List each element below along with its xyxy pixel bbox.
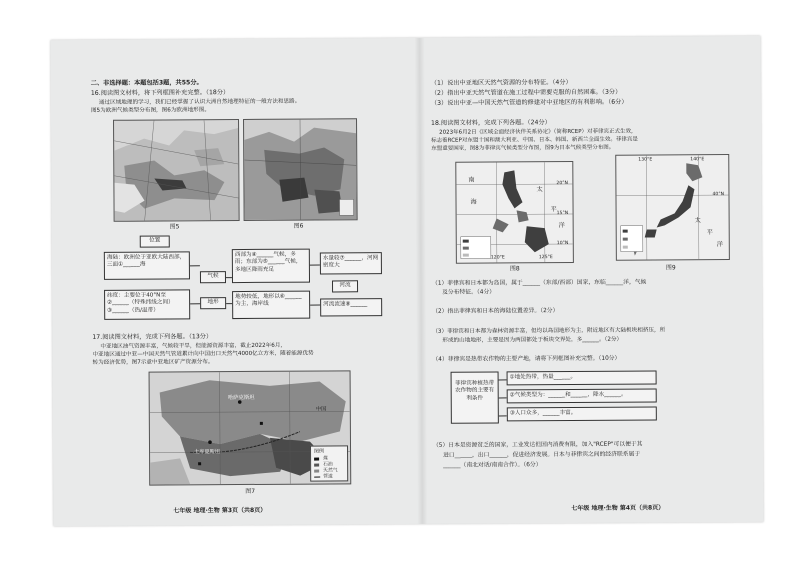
left-page (51, 38, 422, 526)
fig8-lat-label: 15°N (556, 211, 569, 217)
fig8-lon-label: 125°E (538, 255, 553, 261)
flow-connector (190, 265, 200, 266)
right-page (419, 36, 764, 524)
q18-sub-3b: 形成的山地地形，主要是因为两国都处于板块交界处，多______。（2分） (442, 336, 623, 344)
fig8-caption: 图8 (509, 265, 520, 273)
fig8-sea-label: 南 (468, 176, 475, 184)
legend-swatch (314, 477, 320, 478)
fig6-caption: 图6 (293, 222, 304, 230)
q17-intro-1: 中亚地区油气资源丰富，气候较干旱，但能源资源丰富，截止2022年6月， (100, 342, 287, 350)
fig7-legend (310, 445, 348, 481)
crop-condition-climate: ②气候类型为：______和______，降水______。 (507, 388, 657, 403)
flow-climate-box: 西部为④______气候，多雨；东部为⑤______气候，多地区降雨充足 (232, 249, 310, 283)
legend-item: 天然气 (323, 468, 338, 474)
diagram-connector (499, 397, 507, 398)
flow-river-label: 河流 (332, 280, 358, 292)
q16-intro-1: 通过区域地理的学习，我们已经掌握了认识大洲自然地理特征的一般方法和思路。 (98, 98, 301, 106)
fig9-ocean-label: 平 (706, 229, 713, 237)
flow-river-box: 河流流速⑧______ (320, 298, 382, 316)
exam-sheet (51, 36, 764, 526)
legend-swatch (314, 470, 319, 473)
q18-sub-3: （3）菲律宾和日本都为森林资源丰富，但均以岛国地形为主，附近地区有大陆板块相挤压，所 (432, 327, 666, 335)
fig9-ocean-label: 洋 (716, 241, 723, 249)
europe-terrain-map (243, 118, 358, 221)
legend-item: 石油 (323, 462, 333, 468)
section-heading: 二、非选择题：本题包括3题，共55分。 (90, 79, 203, 87)
q18-sub-5: （5）日本是资源贫乏的国家，工业发达但国内消费有限，加入"RCEP"可以便于其 (432, 441, 643, 449)
fig8-ocean-label: 太 (536, 186, 543, 194)
fig9-lon-label: 130°E (638, 157, 653, 163)
fig8-ocean-label: 洋 (558, 222, 565, 230)
fig8-ocean-label: 平 (550, 206, 557, 214)
diagram-connector (499, 415, 507, 416)
q17-title: 17.阅读图文材料，完成下列各题。（13分） (92, 333, 213, 341)
q16-intro-2: 图5为欧洲气候类型分布图，图6为欧洲地形图。 (90, 107, 210, 114)
flow-terrain-box: 地势较低，地形以⑥______为主，海岸线 (232, 291, 310, 319)
legend-item: 管道 (323, 474, 333, 480)
q17-intro-3: 转为经济优势，图7示意中亚地区矿产资源分布。 (92, 359, 214, 366)
legend-title: 图例 (314, 448, 325, 455)
q18-intro-3: 东盟重要国家，图8为菲律宾气候类型分布图，图9为日本气候类型分布图。 (431, 144, 615, 152)
flow-connector (310, 265, 320, 266)
legend-swatch (314, 464, 319, 467)
map-label-china: 中国 (315, 406, 327, 413)
q16-title: 16.阅读图文材料，将下列框图补充完整。（18分） (90, 89, 230, 97)
crop-condition-labor: ③人口众多，______丰富。 (507, 406, 657, 421)
map-label-kazakhstan: 哈萨克斯坦 (227, 394, 255, 402)
q18-sub-1b: 及分布特征。（4分） (442, 289, 496, 296)
crop-condition-heat: ①地处热带，热量______。 (507, 370, 657, 385)
q18-intro-2: 标志着RCEP对东盟十国和澳大利亚、中国、日本、韩国、新西兰全面生效。菲律宾是 (431, 136, 638, 144)
legend-item: 煤 (323, 456, 328, 462)
flow-connector (226, 303, 232, 304)
flow-latitude-box: 纬度：主要位于40°N至②______（特殊纬线之间）③______（热/温带） (104, 289, 190, 320)
fig9-lon-label: 140°E (690, 157, 705, 163)
fig9-caption: 图9 (665, 264, 676, 272)
flow-terrain-label: 地形 (200, 297, 226, 309)
fig8-lon-label: 120°E (490, 255, 505, 261)
diagram-connector (499, 379, 507, 380)
q18-sub-1: （1）菲律宾和日本都为岛国，属于______（东部/西部）国家，东临______洋，气候 (431, 279, 647, 287)
flow-connector (226, 277, 232, 278)
left-footer: 七年级 地理·生物 第3页（共8页） (173, 506, 267, 515)
fig8-sea-label: 海 (470, 198, 477, 206)
central-asia-map (149, 370, 352, 485)
q18-title: 18.阅读图文材料，完成下列各题。（24分） (431, 119, 551, 127)
q18-sub-2: （2）指出菲律宾和日本的海陆位置差异。（2分） (432, 308, 559, 315)
q17-sub-3: （3）说出中亚—中国天然气管道的修建对中亚地区的有利影响。（6分） (430, 98, 628, 107)
fig5-caption: 图5 (169, 223, 180, 231)
fig8-lat-label: 10°N (556, 241, 569, 247)
fig9-ocean-label: 太 (694, 217, 701, 225)
flow-connector (190, 303, 200, 304)
right-footer: 七年级 地理·生物 第4页（共8页） (571, 504, 665, 512)
q18-sub-4: （4）菲律宾是热带农作物的主要产地，请将下列框图补充完整。（10分） (432, 355, 621, 363)
legend-swatch (314, 458, 319, 461)
q18-intro-1: 2023年6月2日《区域全面经济伙伴关系协定》（简称RCEP）对菲律宾正式生效， (439, 128, 637, 136)
europe-climate-map (113, 119, 240, 222)
japan-climate-map (615, 154, 730, 261)
fig8-lat-label: 20°N (556, 181, 569, 187)
map-label-turkmenistan: 土库曼斯坦 (194, 449, 221, 456)
fig9-lat-label: 40°N (712, 192, 725, 198)
flow-hydro-box: 水量较⑦______，河网密度大 (320, 252, 382, 274)
q18-sub-5b: 进口______，出口______，促进经济发展。日本与菲律宾之间的经济联系属于 (443, 451, 641, 459)
philippines-climate-map (455, 161, 574, 264)
q17-sub-2: （2）指出中亚天然气管道在施工过程中需要克服的自然困难。（3分） (430, 88, 622, 97)
flow-position-box: 海陆：欧洲位于亚欧大陆西部，三面①______海 (104, 251, 190, 280)
q18-sub-5c: ______（南北对话/南南合作）。（6分） (443, 462, 542, 469)
flow-position-label: 位置 (140, 235, 170, 247)
fig7-caption: 图7 (245, 487, 256, 495)
flow-connector (310, 305, 320, 306)
crop-conditions-label: 菲律宾种植热带农作物的主要有利条件 (451, 371, 499, 423)
flow-climate-label: 气候 (200, 271, 226, 283)
q17-intro-2: 中亚地区通过中亚—中国天然气管道累计向中国出口天然气4000亿立方米，随着能源优势 (92, 350, 314, 358)
q17-sub-1: （1）说出中亚地区天然气资源的分布特征。（4分） (430, 78, 572, 87)
